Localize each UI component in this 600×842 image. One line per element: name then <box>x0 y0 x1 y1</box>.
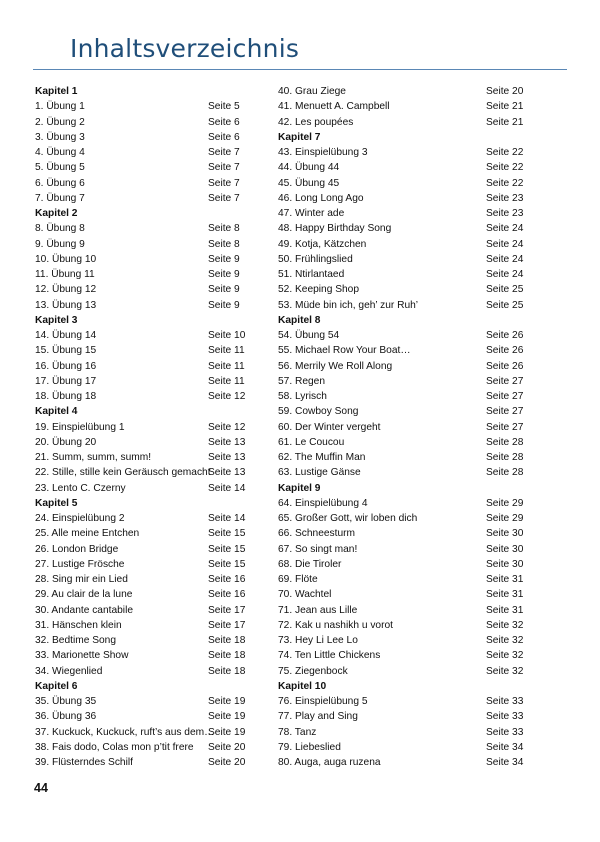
entry-page: Seite 11 <box>208 360 245 372</box>
title-divider <box>33 69 567 70</box>
toc-entry <box>278 694 524 709</box>
entry-title: 1. Übung 1 <box>35 101 85 113</box>
entry-title: 46. Long Long Ago <box>278 192 364 204</box>
entry-title: 64. Einspielübung 4 <box>278 497 368 509</box>
entry-title: 22. Stille, stille kein Geräusch gemacht <box>35 467 211 479</box>
entry-title: 31. Hänschen klein <box>35 619 122 631</box>
entry-page: Seite 11 <box>208 375 245 387</box>
entry-page: Seite 20 <box>208 741 246 753</box>
entry-title: 69. Flöte <box>278 574 318 585</box>
chapter-title: Kapitel 5 <box>35 497 78 509</box>
toc-entry <box>35 237 247 252</box>
entry-page: Seite 27 <box>486 391 524 402</box>
toc-entry <box>278 511 524 526</box>
toc-entry <box>278 648 524 663</box>
toc-entry <box>278 496 524 511</box>
entry-page: Seite 13 <box>208 436 246 448</box>
entry-title: 74. Ten Little Chickens <box>278 650 381 662</box>
entry-title: 42. Les poupées <box>278 116 354 128</box>
entry-title: 4. Übung 4 <box>35 147 85 158</box>
toc-entry <box>35 557 247 572</box>
entry-page: Seite 8 <box>208 238 240 250</box>
entry-page: Seite 10 <box>208 330 246 341</box>
toc-entry <box>35 526 247 541</box>
entry-page: Seite 32 <box>486 635 524 646</box>
entry-page: Seite 17 <box>208 619 246 631</box>
entry-title: 67. So singt man! <box>278 543 358 555</box>
toc-entry <box>278 587 524 602</box>
toc-right-column <box>278 84 524 770</box>
entry-page: Seite 7 <box>208 177 240 189</box>
chapter-title: Kapitel 4 <box>35 406 78 418</box>
entry-page: Seite 18 <box>208 635 246 646</box>
entry-title: 66. Schneesturm <box>278 528 356 540</box>
toc-entry <box>35 694 247 709</box>
entry-title: 32. Bedtime Song <box>35 635 116 646</box>
entry-page: Seite 18 <box>208 650 246 662</box>
entry-title: 56. Merrily We Roll Along <box>278 360 393 372</box>
toc-entry <box>35 99 247 114</box>
chapter-title: Kapitel 10 <box>278 680 327 692</box>
chapter-heading <box>35 206 247 221</box>
page-number: 44 <box>34 781 48 795</box>
toc-entry <box>278 557 524 572</box>
toc-entry <box>35 450 247 465</box>
entry-title: 71. Jean aus Lille <box>278 604 358 616</box>
entry-page: Seite 25 <box>486 284 524 296</box>
entry-page: Seite 6 <box>208 131 240 143</box>
toc-entry <box>35 542 247 557</box>
toc-entry <box>278 542 524 557</box>
entry-page: Seite 7 <box>208 192 240 204</box>
entry-page: Seite 12 <box>208 421 246 433</box>
toc-entry <box>278 267 524 282</box>
entry-page: Seite 11 <box>208 345 245 357</box>
entry-title: 34. Wiegenlied <box>35 665 103 677</box>
chapter-heading <box>35 679 247 694</box>
entry-page: Seite 12 <box>208 391 246 402</box>
entry-page: Seite 22 <box>486 162 524 174</box>
entry-page: Seite 18 <box>208 665 246 677</box>
toc-entry <box>35 740 247 755</box>
entry-page: Seite 24 <box>486 238 524 250</box>
entry-title: 5. Übung 5 <box>35 162 85 174</box>
entry-page: Seite 6 <box>208 116 240 128</box>
entry-title: 73. Hey Li Lee Lo <box>278 635 358 646</box>
entry-page: Seite 9 <box>208 284 240 296</box>
chapter-title: Kapitel 2 <box>35 208 78 219</box>
toc-entry <box>278 465 524 480</box>
entry-page: Seite 27 <box>486 421 524 433</box>
page-title: Inhaltsverzeichnis <box>70 34 300 63</box>
entry-page: Seite 32 <box>486 619 524 631</box>
toc-entry <box>35 145 247 160</box>
toc-entry <box>278 328 524 343</box>
entry-page: Seite 30 <box>486 558 524 570</box>
entry-title: 19. Einspielübung 1 <box>35 421 125 433</box>
toc-entry <box>278 359 524 374</box>
entry-page: Seite 28 <box>486 436 524 448</box>
entry-title: 24. Einspielübung 2 <box>35 513 125 524</box>
entry-page: Seite 19 <box>208 711 246 723</box>
entry-title: 33. Marionette Show <box>35 650 129 662</box>
entry-title: 65. Großer Gott, wir loben dich <box>278 513 418 524</box>
entry-title: 35. Übung 35 <box>35 696 97 707</box>
toc-entry <box>35 359 247 374</box>
toc-entry <box>35 374 247 389</box>
toc-entry <box>278 160 524 175</box>
toc-entry <box>278 389 524 404</box>
entry-title: 28. Sing mir ein Lied <box>35 574 128 585</box>
entry-title: 26. London Bridge <box>35 543 119 555</box>
entry-page: Seite 24 <box>486 223 524 235</box>
entry-title: 30. Andante cantabile <box>35 604 133 616</box>
entry-title: 80. Auga, auga ruzena <box>278 757 381 768</box>
chapter-title: Kapitel 3 <box>35 314 78 326</box>
entry-page: Seite 19 <box>208 726 246 738</box>
entry-title: 41. Menuett A. Campbell <box>278 101 390 113</box>
entry-title: 9. Übung 9 <box>35 238 85 250</box>
toc-entry <box>278 221 524 236</box>
entry-page: Seite 15 <box>208 543 246 555</box>
entry-title: 77. Play and Sing <box>278 711 358 723</box>
chapter-heading <box>35 84 247 99</box>
entry-page: Seite 9 <box>208 253 240 265</box>
toc-entry <box>278 740 524 755</box>
entry-page: Seite 9 <box>208 269 240 280</box>
toc-entry <box>35 709 247 724</box>
entry-page: Seite 19 <box>208 696 246 707</box>
entry-page: Seite 16 <box>208 574 246 585</box>
entry-page: Seite 16 <box>208 589 246 601</box>
entry-page: Seite 28 <box>486 452 524 463</box>
toc-entry <box>35 160 247 175</box>
entry-page: Seite 24 <box>486 269 524 280</box>
entry-title: 29. Au clair de la lune <box>35 589 133 601</box>
toc-entry <box>278 374 524 389</box>
entry-page: Seite 22 <box>486 177 524 189</box>
toc-entry <box>35 267 247 282</box>
toc-entry <box>278 206 524 221</box>
chapter-title: Kapitel 6 <box>35 680 78 692</box>
entry-page: Seite 34 <box>486 741 524 753</box>
entry-title: 54. Übung 54 <box>278 330 340 341</box>
chapter-title: Kapitel 8 <box>278 314 321 326</box>
entry-page: Seite 30 <box>486 543 524 555</box>
entry-title: 11. Übung 11 <box>35 269 95 280</box>
toc-entry <box>35 328 247 343</box>
entry-page: Seite 31 <box>486 604 524 616</box>
entry-title: 78. Tanz <box>278 726 317 738</box>
entry-page: Seite 5 <box>208 101 240 113</box>
entry-page: Seite 21 <box>486 101 524 113</box>
entry-title: 12. Übung 12 <box>35 284 97 296</box>
entry-title: 47. Winter ade <box>278 208 345 219</box>
entry-title: 20. Übung 20 <box>35 436 97 448</box>
toc-entry <box>35 725 247 740</box>
entry-title: 8. Übung 8 <box>35 223 85 235</box>
toc-entry <box>278 725 524 740</box>
entry-page: Seite 23 <box>486 208 524 219</box>
toc-entry <box>35 755 247 770</box>
entry-page: Seite 31 <box>486 589 524 601</box>
toc-entry <box>278 420 524 435</box>
entry-title: 53. Müde bin ich, geh’ zur Ruh’ <box>278 299 419 311</box>
toc-entry <box>278 664 524 679</box>
entry-page: Seite 17 <box>208 604 246 616</box>
entry-page: Seite 23 <box>486 192 524 204</box>
entry-title: 25. Alle meine Entchen <box>35 528 140 540</box>
entry-title: 2. Übung 2 <box>35 116 85 128</box>
entry-title: 48. Happy Birthday Song <box>278 223 392 235</box>
toc-entry <box>278 191 524 206</box>
toc-entry <box>278 84 524 99</box>
entry-title: 57. Regen <box>278 375 326 387</box>
toc-entry <box>278 282 524 297</box>
entry-page: Seite 7 <box>208 162 240 174</box>
toc-entry <box>35 618 247 633</box>
toc-entry <box>35 465 247 480</box>
entry-page: Seite 32 <box>486 650 524 662</box>
toc-entry <box>35 115 247 130</box>
toc-entry <box>35 191 247 206</box>
entry-title: 62. The Muffin Man <box>278 452 366 463</box>
chapter-heading <box>278 679 524 694</box>
entry-title: 39. Flüsterndes Schilf <box>35 757 133 768</box>
entry-title: 6. Übung 6 <box>35 177 85 189</box>
entry-page: Seite 20 <box>486 86 524 97</box>
entry-title: 17. Übung 17 <box>35 375 97 387</box>
entry-title: 44. Übung 44 <box>278 162 340 174</box>
entry-page: Seite 13 <box>208 467 246 479</box>
entry-title: 52. Keeping Shop <box>278 284 360 296</box>
toc-entry <box>35 343 247 358</box>
toc-entry <box>278 709 524 724</box>
toc-entry <box>278 99 524 114</box>
entry-page: Seite 14 <box>208 513 246 524</box>
toc-entry <box>35 221 247 236</box>
toc-entry <box>35 664 247 679</box>
toc-entry <box>278 145 524 160</box>
toc-entry <box>278 572 524 587</box>
entry-page: Seite 24 <box>486 253 524 265</box>
toc-entry <box>278 603 524 618</box>
toc-entry <box>278 176 524 191</box>
entry-page: Seite 27 <box>486 375 524 387</box>
entry-title: 36. Übung 36 <box>35 711 97 723</box>
toc-entry <box>278 633 524 648</box>
chapter-heading <box>35 313 247 328</box>
entry-page: Seite 29 <box>486 497 524 509</box>
toc-entry <box>35 298 247 313</box>
chapter-heading <box>35 496 247 511</box>
entry-title: 79. Liebeslied <box>278 741 341 753</box>
entry-page: Seite 15 <box>208 528 246 540</box>
toc-entry <box>278 435 524 450</box>
entry-page: Seite 26 <box>486 360 524 372</box>
toc-entry <box>278 252 524 267</box>
entry-page: Seite 22 <box>486 147 524 158</box>
entry-page: Seite 13 <box>208 452 246 463</box>
entry-title: 40. Grau Ziege <box>278 86 346 97</box>
entry-title: 55. Michael Row Your Boat… <box>278 345 411 357</box>
chapter-heading <box>35 404 247 419</box>
chapter-heading <box>278 481 524 496</box>
entry-page: Seite 8 <box>208 223 240 235</box>
entry-title: 10. Übung 10 <box>35 253 97 265</box>
toc-entry <box>278 404 524 419</box>
entry-page: Seite 33 <box>486 696 524 707</box>
entry-page: Seite 26 <box>486 330 524 341</box>
entry-page: Seite 32 <box>486 665 524 677</box>
entry-title: 23. Lento C. Czerny <box>35 482 126 494</box>
entry-title: 63. Lustige Gänse <box>278 467 361 479</box>
entry-title: 59. Cowboy Song <box>278 406 359 418</box>
toc-entry <box>35 435 247 450</box>
entry-title: 49. Kotja, Kätzchen <box>278 238 367 250</box>
chapter-heading <box>278 313 524 328</box>
toc-entry <box>35 633 247 648</box>
entry-page: Seite 9 <box>208 299 240 311</box>
toc-entry <box>35 572 247 587</box>
toc-entry <box>35 511 247 526</box>
entry-page: Seite 25 <box>486 299 524 311</box>
entry-title: 15. Übung 15 <box>35 345 97 357</box>
entry-page: Seite 29 <box>486 513 524 524</box>
toc-entry <box>278 298 524 313</box>
toc-left-column <box>35 84 247 770</box>
toc-entry <box>35 603 247 618</box>
entry-title: 38. Fais dodo, Colas mon p’tit frere <box>35 741 194 753</box>
entry-page: Seite 14 <box>208 482 246 494</box>
entry-title: 43. Einspielübung 3 <box>278 147 368 158</box>
chapter-title: Kapitel 7 <box>278 131 321 143</box>
entry-page: Seite 27 <box>486 406 524 418</box>
toc-entry <box>35 389 247 404</box>
entry-page: Seite 28 <box>486 467 524 479</box>
entry-page: Seite 33 <box>486 711 524 723</box>
entry-title: 60. Der Winter vergeht <box>278 421 381 433</box>
entry-title: 7. Übung 7 <box>35 192 85 204</box>
entry-title: 58. Lyrisch <box>278 391 327 402</box>
entry-title: 37. Kuckuck, Kuckuck, ruft’s aus dem… <box>35 726 215 738</box>
entry-title: 27. Lustige Frösche <box>35 558 125 570</box>
entry-title: 51. Ntirlantaed <box>278 269 345 280</box>
entry-page: Seite 15 <box>208 558 246 570</box>
toc-entry <box>35 420 247 435</box>
toc-entry <box>278 618 524 633</box>
toc-entry <box>278 115 524 130</box>
entry-title: 16. Übung 16 <box>35 360 97 372</box>
entry-page: Seite 31 <box>486 574 524 585</box>
entry-title: 50. Frühlingslied <box>278 253 353 265</box>
entry-title: 76. Einspielübung 5 <box>278 696 368 707</box>
entry-title: 45. Übung 45 <box>278 177 340 189</box>
toc-entry <box>35 282 247 297</box>
toc-entry <box>278 526 524 541</box>
entry-page: Seite 20 <box>208 757 246 768</box>
entry-page: Seite 30 <box>486 528 524 540</box>
entry-page: Seite 21 <box>486 116 524 128</box>
chapter-title: Kapitel 1 <box>35 86 78 97</box>
toc-entry <box>35 481 247 496</box>
toc-entry <box>35 130 247 145</box>
entry-title: 68. Die Tiroler <box>278 558 342 570</box>
toc-entry <box>278 237 524 252</box>
entry-title: 61. Le Coucou <box>278 436 345 448</box>
toc-entry <box>278 450 524 465</box>
entry-page: Seite 34 <box>486 757 524 768</box>
entry-page: Seite 26 <box>486 345 524 357</box>
toc-entry <box>35 176 247 191</box>
entry-title: 75. Ziegenbock <box>278 665 348 677</box>
toc-entry <box>278 755 524 770</box>
entry-title: 13. Übung 13 <box>35 299 97 311</box>
entry-title: 14. Übung 14 <box>35 330 97 341</box>
entry-title: 3. Übung 3 <box>35 131 85 143</box>
entry-page: Seite 33 <box>486 726 524 738</box>
toc-entry <box>278 343 524 358</box>
toc-entry <box>35 252 247 267</box>
chapter-title: Kapitel 9 <box>278 482 321 494</box>
entry-title: 72. Kak u nashikh u vorot <box>278 619 393 631</box>
entry-page: Seite 7 <box>208 147 240 158</box>
entry-title: 70. Wachtel <box>278 589 332 601</box>
chapter-heading <box>278 130 524 145</box>
entry-title: 21. Summ, summ, summ! <box>35 452 152 463</box>
entry-title: 18. Übung 18 <box>35 391 97 402</box>
toc-entry <box>35 587 247 602</box>
toc-entry <box>35 648 247 663</box>
